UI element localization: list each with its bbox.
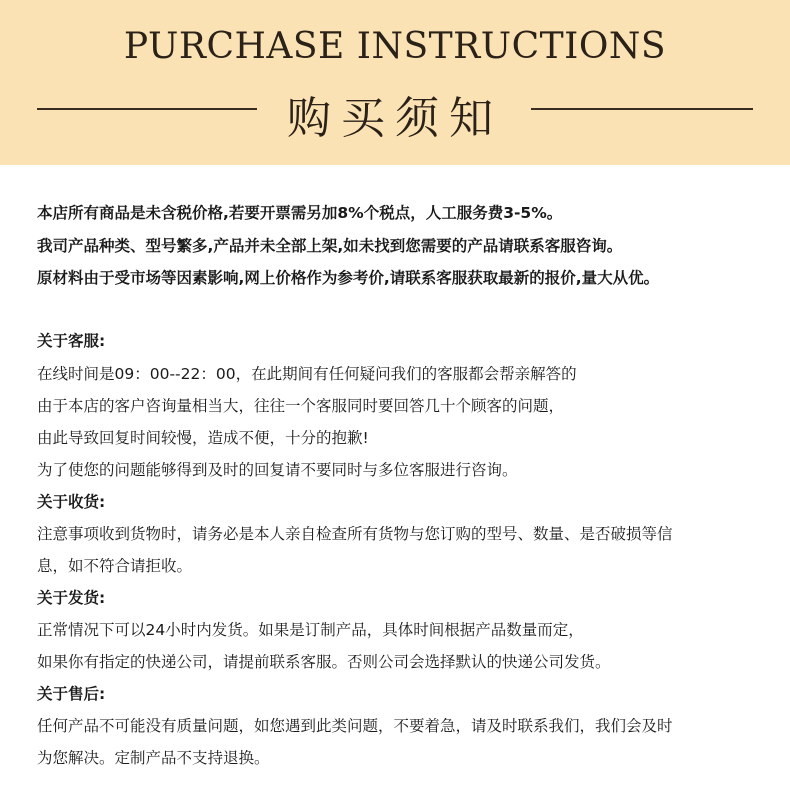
section-text: 为您解决。定制产品不支持退换。 xyxy=(37,749,270,767)
section-heading-shipping: 关于发货: xyxy=(37,589,106,607)
section-text: 由于本店的客户咨询量相当大，往往一个客服同时要回答几十个顾客的问题， xyxy=(37,397,565,415)
section-text: 在线时间是09：00--22：00，在此期间有任何疑问我们的客服都会帮亲解答的 xyxy=(37,365,577,383)
section-text: 注意事项收到货物时，请务必是本人亲自检查所有货物与您订购的型号、数量、是否破损等信 xyxy=(37,525,673,543)
section-text: 如果你有指定的快递公司，请提前联系客服。否则公司会选择默认的快递公司发货。 xyxy=(37,653,611,671)
section-heading-receiving: 关于收货: xyxy=(37,493,106,511)
header-banner xyxy=(0,0,790,165)
section-text: 息，如不符合请拒收。 xyxy=(37,557,193,575)
title-chinese: 购买须知 xyxy=(287,93,503,144)
section-heading-after-sales: 关于售后: xyxy=(37,685,106,703)
section-text: 为了使您的问题能够得到及时的回复请不要同时与多位客服进行咨询。 xyxy=(37,461,518,479)
title-english: PURCHASE INSTRUCTIONS xyxy=(123,26,667,67)
section-text: 任何产品不可能没有质量问题，如您遇到此类问题，不要着急，请及时联系我们，我们会及时 xyxy=(37,717,673,735)
notice-line: 我司产品种类、型号繁多,产品并未全部上架,如未找到您需要的产品请联系客服咨询。 xyxy=(37,237,623,255)
divider-right xyxy=(531,108,753,110)
divider-left xyxy=(37,108,257,110)
section-text: 由此导致回复时间较慢，造成不便，十分的抱歉! xyxy=(37,429,369,447)
section-text: 正常情况下可以24小时内发货。如果是订制产品，具体时间根据产品数量而定， xyxy=(37,621,584,639)
notice-line: 本店所有商品是未含税价格,若要开票需另加8%个税点，人工服务费3-5%。 xyxy=(37,204,563,222)
notice-line: 原材料由于受市场等因素影响,网上价格作为参考价,请联系客服获取最新的报价,量大从优。 xyxy=(37,269,660,287)
section-heading-service: 关于客服: xyxy=(37,332,106,350)
